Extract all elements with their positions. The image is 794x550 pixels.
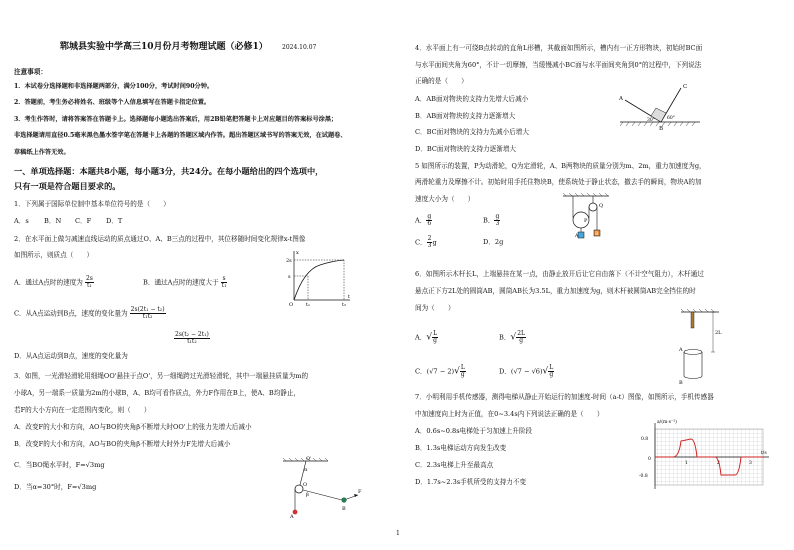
fraction: $\frac{\text{2s(2t₁ − t₂)}}{\text{t₁t₂}}$ bbox=[130, 306, 165, 320]
figure-label: F bbox=[358, 489, 362, 495]
q5-pulley-figure bbox=[561, 190, 611, 245]
q2-option-c: C．从A点运动到B点，速度的变化量为 $\frac{\text{2s(2t₁ − t₂)}}{\text{t₁t₂}}$ bbox=[14, 306, 165, 320]
figure-label: A bbox=[679, 347, 683, 353]
page-number: 1 bbox=[396, 530, 400, 537]
figure-label: B bbox=[659, 126, 664, 132]
q7-stem: 中加速度向上时为正值，在0~3.4s内下列说法正确的是（ ） bbox=[415, 410, 604, 418]
figure-label: B bbox=[679, 380, 683, 386]
q2-option-a: A．通过A点时的速度为 $\frac{2s}{\text{t₁}}$ bbox=[14, 275, 93, 289]
graph-label: t bbox=[348, 294, 351, 300]
q1-option: C．F bbox=[75, 217, 92, 225]
graph-label: x bbox=[296, 250, 299, 256]
figure-label: β bbox=[306, 492, 309, 498]
q6-option-b: B．√ $\frac{2L}{g}$ bbox=[499, 330, 526, 344]
q7-at-graph bbox=[633, 417, 773, 495]
q3-option-d: D．当α=30°时，F=√3mg bbox=[14, 483, 97, 491]
graph-label: 0.8 bbox=[641, 437, 649, 442]
figure-label: A bbox=[290, 514, 294, 520]
q2-option-d-fraction bbox=[174, 332, 210, 345]
notice-item: 2．答题前，考生务必将姓名、班级等个人信息填写在答题卡指定位置。 bbox=[14, 99, 211, 106]
q4-option: A．AB面对物块的支持力先增大后减小 bbox=[415, 95, 529, 103]
fraction: $\frac{2}{3}$ bbox=[427, 235, 432, 249]
graph-label: -0.8 bbox=[639, 474, 648, 479]
figure-label: O bbox=[303, 482, 308, 488]
figure-label: Q bbox=[599, 203, 604, 209]
notice-heading: 注意事项： bbox=[14, 68, 47, 76]
figure-label: B bbox=[342, 506, 346, 512]
graph-label: s bbox=[288, 274, 291, 280]
figure-label: 2L bbox=[715, 330, 722, 336]
q4-option: C．BC面对物块的支持力先减小后增大 bbox=[415, 128, 529, 136]
q3-stem: 3．如图，一光滑轻滑轮用细绳OO'悬挂于点O'，另一细绳跨过光滑轻滑轮，其中一端悬挂质量为m的 bbox=[14, 372, 309, 380]
section-heading: 一、单项选择题：本题共8小题，每小题3分，共24分。在每小题给出的四个选项中， bbox=[14, 166, 324, 176]
fraction: $\frac{L}{g}$ bbox=[460, 364, 465, 378]
q3-option-b: B．改变F的大小和方向，AO与BO的夹角β不断增大时外力F先增大后减小 bbox=[14, 440, 231, 448]
graph-label: t₂ bbox=[342, 302, 347, 308]
fraction: $\frac{2L}{g}$ bbox=[517, 330, 526, 344]
q2-stem: 2．在水平面上做匀减速直线运动的质点通过O、A、B三点的过程中，其位移随时间变化规律x-t图像 bbox=[14, 235, 306, 243]
q4-option: B．AB面对物块的支持力逐渐增大 bbox=[415, 112, 516, 120]
q6-option-d: D．(√7 − √6)√ $\frac{L}{g}$ bbox=[499, 364, 554, 378]
graph-label: 2 bbox=[717, 461, 720, 466]
q1-stem: 1．下列属于国际单位制中基本单位符号的是（ ） bbox=[14, 200, 170, 208]
fraction: $\frac{2s}{\text{t₁}}$ bbox=[85, 275, 93, 289]
notice-item: 草稿纸上作答无效。 bbox=[14, 149, 70, 156]
q2-xt-graph bbox=[284, 248, 354, 308]
q5-stem: 两滑轮重力及摩擦不计。初始时用手托住物块B，使系统处于静止状态，撤去手的瞬间，物块A的加 bbox=[415, 178, 702, 186]
graph-label: O bbox=[289, 302, 294, 308]
figure-label: α bbox=[304, 467, 308, 473]
q3-pulley-figure bbox=[268, 455, 368, 520]
notice-item: 3．考生作答时，请将答案答在答题卡上。选择题每小题选出答案后，用2B铅笔把答题卡上对应题目的答案标号涂黑； bbox=[14, 116, 338, 123]
q2-option-d: D．从A点运动到B点，速度的变化量为 bbox=[14, 352, 128, 360]
q5-stem: 5 如图所示的装置，P为动滑轮，Q为定滑轮，A、B两物块的质量分别为m、2m，重力加速度为g， bbox=[415, 162, 706, 170]
graph-label: t₁ bbox=[306, 302, 311, 308]
q7-option: C．2.3s电梯上升至最高点 bbox=[415, 461, 494, 469]
graph-label: 1 bbox=[685, 461, 688, 466]
fraction: $\frac{g}{6}$ bbox=[427, 213, 432, 227]
q4-stem: 与水平面间夹角为60°，不计一切摩擦，当缓慢减小BC面与水平面间夹角到0°的过程中，下列说法 bbox=[415, 61, 702, 69]
figure-label: A bbox=[619, 96, 623, 102]
exam-title: 郓城县实验中学高三10月份月考物理试题（必修1） bbox=[60, 42, 268, 52]
q4-groove-figure bbox=[615, 78, 705, 132]
notice-item: 1．本试卷分选择题和非选择题两部分，满分100分，考试时间90分钟。 bbox=[14, 83, 214, 90]
graph-label: 3 bbox=[749, 461, 752, 466]
graph-label: a/(m·s⁻²) bbox=[657, 420, 677, 425]
q3-stem: 小球A，另一端系一质量为2m的小球B，A、B均可看作质点，外力F作用在B上，使A、B均静止， bbox=[14, 389, 301, 397]
exam-date: 2024.10.07 bbox=[282, 44, 317, 51]
graph-label: t/s bbox=[761, 451, 767, 456]
fraction: $\frac{\text{2s(t₂ − 2t₁)}}{\text{t₁t₂}}$ bbox=[175, 331, 209, 345]
q5-option-b: B． $\frac{g}{3}$ bbox=[483, 213, 500, 227]
section-heading: 只有一项是符合题目要求的。 bbox=[14, 181, 121, 191]
q6-stem: 悬点正下方2L处的圆筒AB，圆筒AB长为3.5L，重力加速度为g，则木杆被圆筒AB完全挡住的时 bbox=[415, 287, 696, 295]
q5-stem: 速度大小为（ ） bbox=[415, 195, 475, 203]
q3-option-c: C．当BO绳水平时，F=√3mg bbox=[14, 461, 105, 469]
fraction: $\frac{s}{\text{t₁}}$ bbox=[221, 275, 227, 289]
figure-label: P bbox=[584, 218, 588, 224]
q3-option-a: A．改变F的大小和方向，AO与BO的夹角β不断增大时OO'上的张力先增大后减小 bbox=[14, 423, 252, 431]
q2-option-b: B．通过A点时的速度大于 $\frac{s}{\text{t₁}}$ bbox=[143, 275, 227, 289]
graph-label: 2s bbox=[286, 258, 292, 264]
q4-stem: 4．水平面上有一可绕B点转动的直角L形槽，其截面如图所示，槽内有一正方形物块，初始时BC面 bbox=[415, 44, 703, 52]
q6-option-c: C．(√7 − 2)√ $\frac{L}{g}$ bbox=[415, 364, 465, 378]
figure-label: 30° bbox=[647, 118, 655, 123]
q2-stem: 如图所示，则质点（ ） bbox=[14, 251, 94, 259]
right-column bbox=[397, 0, 794, 550]
q5-option-d: D．2g bbox=[483, 238, 504, 246]
q7-option: A．0.6s~0.8s电梯处于匀加速上升阶段 bbox=[415, 427, 533, 435]
figure-label: O' bbox=[306, 456, 312, 462]
q7-option: D．1.7s~2.3s手机所受的支持力不变 bbox=[415, 478, 527, 486]
q1-option: B．N bbox=[44, 217, 62, 225]
figure-label: A bbox=[575, 234, 579, 239]
q7-option: B．1.3s电梯运动方向发生改变 bbox=[415, 444, 507, 452]
q5-option-a: A． $\frac{g}{6}$ bbox=[415, 213, 432, 227]
graph-label: 0 bbox=[648, 457, 651, 462]
q4-stem: 正确的是（ ） bbox=[415, 77, 468, 85]
fraction: $\frac{L}{g}$ bbox=[549, 364, 554, 378]
q1-option: A．s bbox=[14, 217, 29, 225]
figure-label: C bbox=[683, 84, 688, 90]
q1-option: D．T bbox=[106, 217, 123, 225]
figure-label: 60° bbox=[667, 116, 675, 121]
q6-stem: 间为（ ） bbox=[415, 304, 455, 312]
figure-label: B bbox=[595, 232, 599, 237]
notice-item: 非选择题请用直径0.5毫米黑色墨水签字笔在答题卡上各题的答题区域内作答。超出答题区域书写的答案无效，在试题卷、 bbox=[14, 132, 347, 139]
fraction: $\frac{L}{g}$ bbox=[433, 330, 438, 344]
q6-option-a: A．√ $\frac{L}{g}$ bbox=[415, 330, 438, 344]
q6-rod-tube-figure bbox=[679, 308, 739, 386]
q6-stem: 6．如图所示木杆长L，上端悬挂在某一点，由静止放开后让它自由落下（不计空气阻力），木杆通过 bbox=[415, 270, 704, 278]
q5-option-c: C． $\frac{2}{3}$ g bbox=[415, 235, 437, 249]
fraction: $\frac{g}{3}$ bbox=[495, 213, 500, 227]
q4-option: D．BC面对物块的支持力逐渐增大 bbox=[415, 145, 517, 153]
q3-stem: 若F的大小方向在一定范围内变化，则（ ） bbox=[14, 406, 151, 414]
q7-stem: 7．小明利用手机传感器，测得电梯从静止开始运行的加速度-时间（a-t）图像，如图所示，手机传感器 bbox=[415, 393, 714, 401]
